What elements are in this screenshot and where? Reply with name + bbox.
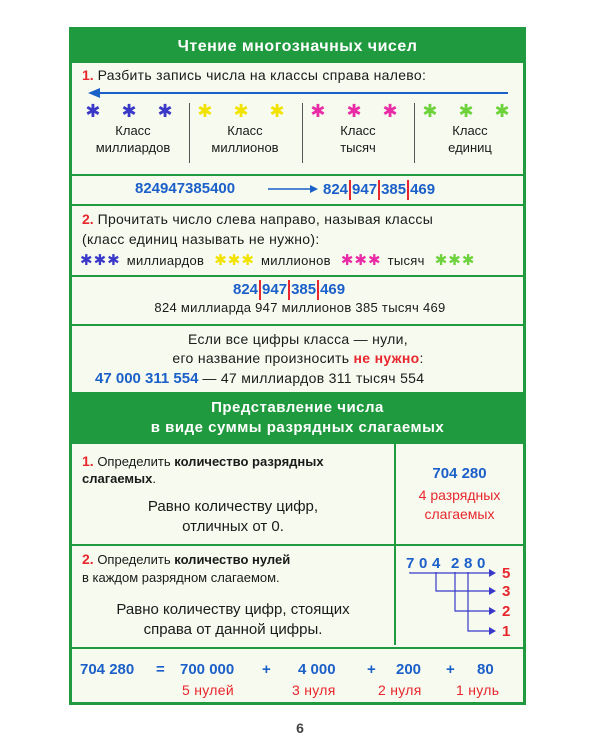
class-divider-bar — [407, 180, 409, 200]
s2-step2-line1 — [82, 551, 290, 567]
digit-group: 469 — [320, 280, 346, 298]
step-text: Прочитать число слева направо, называя классы — [97, 211, 434, 227]
class-separator — [302, 103, 303, 163]
step-number: 2. — [82, 551, 94, 567]
digit-group: 385 — [381, 180, 407, 198]
zeros-rule-emphasis: не нужно — [353, 350, 420, 366]
zero-count: 3 — [502, 583, 511, 600]
digit-group: 947 — [262, 280, 288, 298]
s2-step1-answer1: Равно количеству цифр, — [147, 498, 319, 515]
digit: 0 — [477, 555, 486, 572]
class-column — [80, 100, 186, 156]
digit: 8 — [464, 555, 473, 572]
divider — [72, 544, 523, 546]
sum-term: 4 000 — [298, 661, 336, 678]
divider — [72, 275, 523, 277]
step-text: Определить — [97, 552, 171, 567]
zeros-label: 1 нуль — [456, 682, 500, 698]
zero-count: 1 — [502, 623, 511, 640]
arrow-right-icon — [489, 627, 496, 635]
step-number: 2. — [82, 211, 94, 227]
step-text-bold: количество нулей — [174, 552, 291, 567]
divider — [72, 204, 523, 206]
class-column — [192, 100, 298, 156]
class-label-line1: Класс — [115, 123, 151, 138]
zeros-rule-line1: Если все цифры класса — нули, — [188, 331, 408, 347]
zeros-label: 2 нуля — [378, 682, 422, 698]
star-icon: ✱✱✱ — [434, 252, 476, 269]
step-number: 1. — [82, 453, 94, 469]
plus-sign: + — [367, 661, 376, 678]
step2-line2: (класс единиц называть не нужно): — [82, 231, 320, 247]
s2-step2-answer2: справа от данной цифры. — [143, 621, 323, 638]
section2-title — [72, 392, 523, 444]
sum-number: 704 280 — [80, 661, 135, 678]
colon: : — [419, 350, 424, 366]
example-groups — [323, 180, 435, 200]
digit: 0 — [419, 555, 428, 572]
pointer-line — [436, 572, 490, 591]
section1-title: Чтение многозначных чисел — [72, 30, 523, 63]
divider — [72, 174, 523, 176]
class-label-line2: тысяч — [340, 140, 376, 155]
page-number: 6 — [296, 720, 304, 736]
divider — [72, 324, 523, 326]
example-number: 824947385400 — [135, 180, 236, 197]
class-label-line1: Класс — [452, 123, 488, 138]
class-separator — [189, 103, 190, 163]
star-icon: ✱✱✱ — [80, 252, 121, 269]
side-count-line1: 4 разрядных — [418, 487, 501, 503]
step-number: 1. — [82, 67, 94, 83]
arrow-right-icon — [489, 607, 496, 615]
legend-label: тысяч — [387, 253, 425, 268]
class-divider-bar — [259, 280, 261, 300]
sum-term: 200 — [396, 661, 422, 678]
zeros-labels-row — [0, 682, 600, 700]
class-label-line2: единиц — [448, 140, 492, 155]
class-label-line2: миллионов — [211, 140, 279, 155]
class-label-line1: Класс — [340, 123, 376, 138]
plus-sign: + — [446, 661, 455, 678]
section2-title-line2: в виде суммы разрядных слагаемых — [150, 419, 445, 436]
digit: 7 — [406, 555, 415, 572]
s2-step2-line2: в каждом разрядном слагаемом. — [82, 570, 280, 585]
class-column — [417, 100, 523, 156]
digit-zeros-diagram — [396, 548, 523, 644]
s2-step1-line1 — [82, 453, 324, 469]
star-icon: ✱ ✱ ✱ — [310, 101, 406, 121]
arrow-right-icon — [268, 184, 318, 194]
read-groups — [233, 280, 345, 300]
digit-group: 385 — [291, 280, 317, 298]
zeros-label: 5 нулей — [182, 682, 234, 698]
class-divider-bar — [349, 180, 351, 200]
zero-count: 2 — [502, 603, 511, 620]
digit-group: 469 — [410, 180, 436, 198]
step2-line1 — [82, 211, 433, 227]
s2-step1-line2 — [82, 471, 156, 486]
step-text: Определить — [97, 454, 171, 469]
side-number: 704 280 — [432, 465, 487, 482]
step-text-bold: количество разрядных — [174, 454, 324, 469]
s2-step1-answer2: отличных от 0. — [182, 518, 284, 535]
step-text: Разбить запись числа на классы справа налево: — [97, 67, 427, 83]
class-label-line2: миллиардов — [95, 140, 171, 155]
section2-title-line1: Представление числа — [211, 399, 384, 416]
read-text: 824 миллиарда 947 миллионов 385 тысяч 469 — [154, 300, 446, 315]
class-label-line1: Класс — [227, 123, 263, 138]
class-column — [305, 100, 411, 156]
zeros-example-text: — 47 миллиардов 311 тысяч 554 — [202, 370, 425, 386]
class-divider-bar — [378, 180, 380, 200]
sum-term: 700 000 — [180, 661, 235, 678]
step1-line — [82, 67, 426, 83]
right-to-left-arrow — [88, 86, 512, 100]
legend-label: миллионов — [260, 253, 331, 268]
side-count-line2: слагаемых — [424, 506, 495, 522]
zeros-example-number: 47 000 311 554 — [95, 370, 199, 387]
arrow-right-icon — [489, 587, 496, 595]
zeros-rule-text: его название произносить — [172, 350, 350, 366]
step-text-bold: слагаемых — [82, 471, 153, 486]
digit-group: 824 — [323, 180, 349, 198]
star-icon: ✱✱✱ — [214, 252, 255, 269]
plus-sign: + — [262, 661, 271, 678]
arrow-right-icon — [489, 569, 496, 577]
zeros-rule-line2 — [0, 350, 596, 366]
legend-label: миллиардов — [126, 253, 205, 268]
period: . — [152, 471, 156, 486]
star-icon: ✱ ✱ ✱ — [422, 101, 518, 121]
zeros-example — [95, 370, 424, 387]
divider — [72, 647, 523, 649]
class-divider-bar — [288, 280, 290, 300]
star-icon: ✱ ✱ ✱ — [197, 101, 293, 121]
digit-group: 947 — [352, 180, 378, 198]
equals-sign: = — [156, 661, 165, 678]
class-separator — [414, 103, 415, 163]
pointer-line — [410, 572, 490, 573]
s2-step2-answer1: Равно количеству цифр, стоящих — [116, 601, 350, 618]
digit-group: 824 — [233, 280, 259, 298]
star-icon: ✱ ✱ ✱ — [85, 101, 181, 121]
star-icon: ✱✱✱ — [340, 252, 382, 269]
sum-term: 80 — [477, 661, 494, 678]
digit: 2 — [451, 555, 460, 572]
digit: 4 — [432, 555, 441, 572]
legend-row — [80, 251, 481, 269]
sum-row — [0, 661, 600, 681]
zeros-label: 3 нуля — [292, 682, 336, 698]
zero-count: 5 — [502, 565, 511, 582]
class-divider-bar — [317, 280, 319, 300]
pointer-line — [468, 572, 490, 631]
